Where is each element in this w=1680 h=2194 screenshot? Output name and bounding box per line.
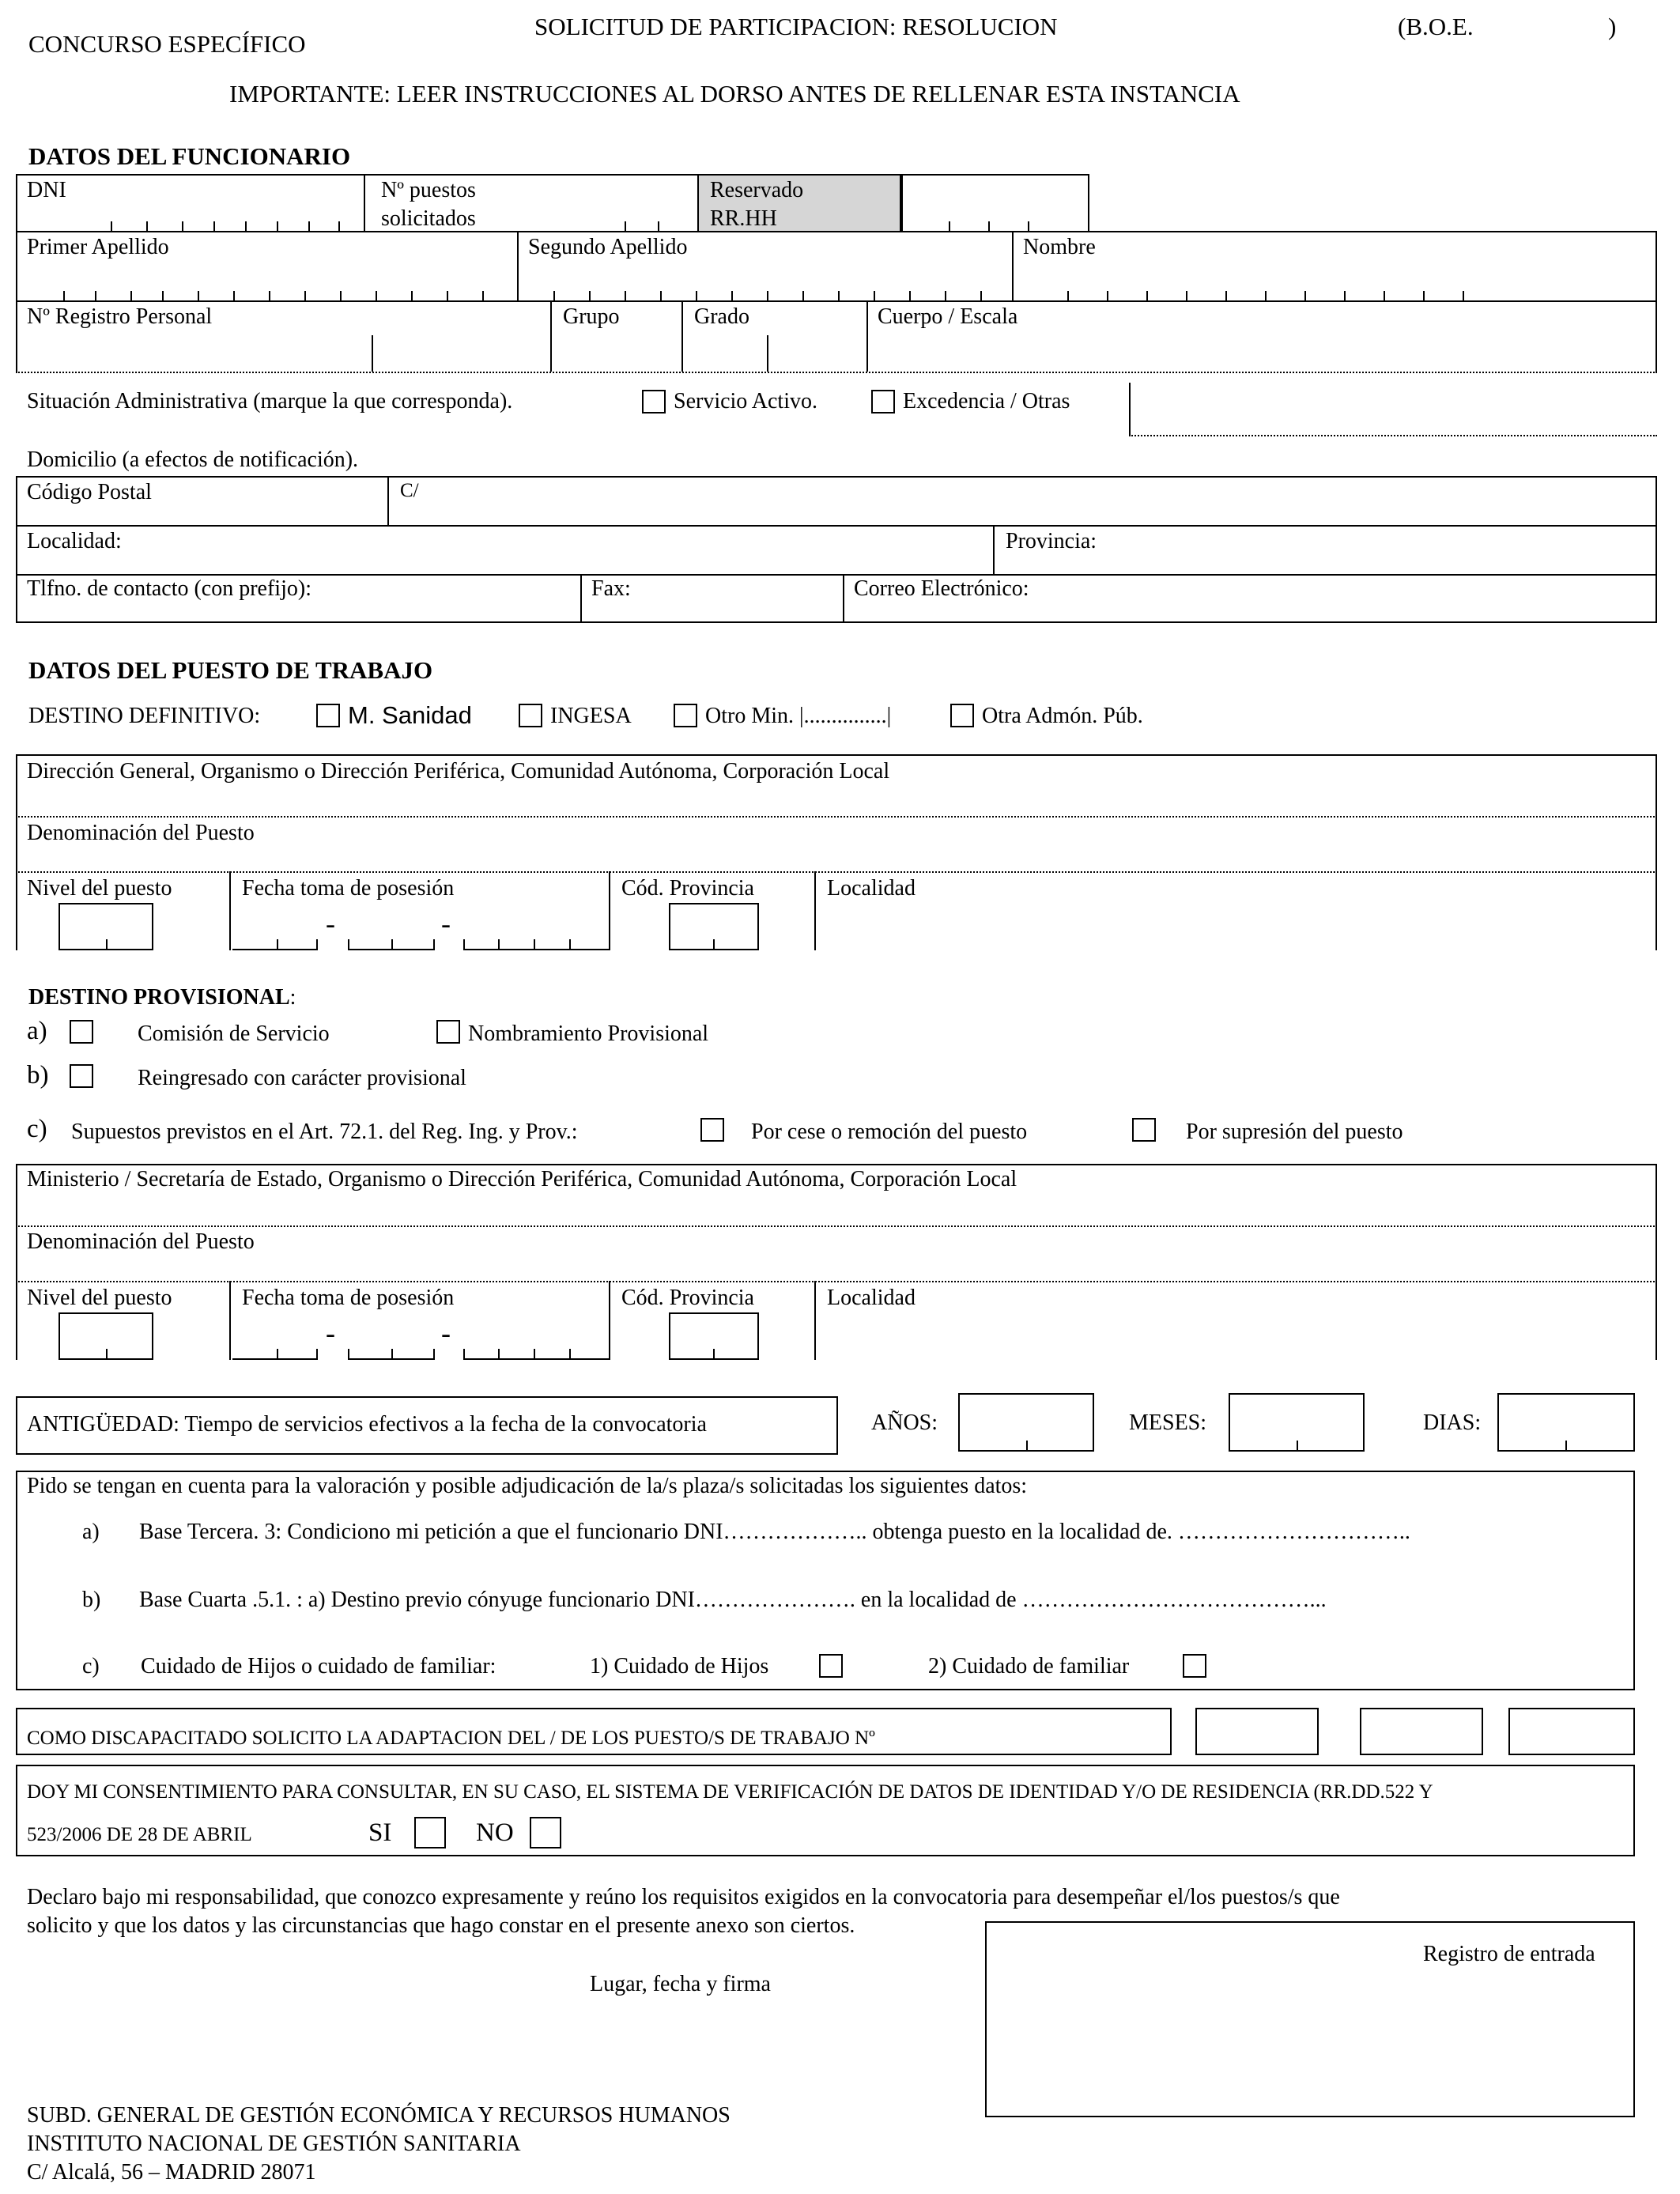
ingesa-checkbox[interactable]: [519, 704, 542, 727]
reingresado-checkbox[interactable]: [70, 1064, 93, 1088]
denominacion-prov-input[interactable]: [316, 1230, 1649, 1276]
otro-min-label: Otro Min. |...............|: [705, 704, 892, 728]
cuidado-hijos-label: 1) Cuidado de Hijos: [590, 1654, 769, 1679]
puesto-adaptacion-2[interactable]: [1360, 1708, 1483, 1755]
nombre-input[interactable]: [1025, 269, 1641, 297]
no-checkbox[interactable]: [530, 1817, 561, 1848]
fecha-prov-dash-2: -: [441, 1317, 451, 1349]
fecha-prov-input[interactable]: [232, 1312, 609, 1360]
provincia-label: Provincia:: [1006, 529, 1097, 553]
situacion-label: Situación Administrativa (marque la que corresponda).: [27, 389, 513, 413]
denominacion-label: Denominación del Puesto: [27, 821, 255, 845]
denominacion-prov-label: Denominación del Puesto: [27, 1229, 255, 1254]
consentimiento-line2: 523/2006 DE 28 DE ABRIL: [27, 1824, 252, 1845]
ingesa-label: INGESA: [550, 704, 632, 728]
domicilio-label: Domicilio (a efectos de notificación).: [27, 447, 359, 472]
calle-input[interactable]: [427, 481, 1648, 522]
cuidado-hijos-checkbox[interactable]: [819, 1654, 843, 1678]
opcion-a-label: a): [27, 1017, 47, 1045]
consentimiento-box: [16, 1765, 1635, 1856]
concurso-label: CONCURSO ESPECÍFICO: [28, 30, 306, 58]
fecha-prov-dash-1: -: [326, 1317, 335, 1349]
section-title-funcionario: DATOS DEL FUNCIONARIO: [28, 142, 351, 170]
segundo-apellido-label: Segundo Apellido: [528, 235, 688, 259]
declaracion-line2: solicito y que los datos y las circunstancias que hago constar en el presente anexo son ciertos.: [27, 1913, 855, 1938]
nivel-label: Nivel del puesto: [27, 876, 172, 901]
solicitud-title: SOLICITUD DE PARTICIPACION: RESOLUCION: [534, 13, 1058, 40]
por-cese-label: Por cese o remoción del puesto: [751, 1120, 1028, 1144]
localidad-label: Localidad:: [27, 529, 122, 553]
codigo-postal-label: Código Postal: [27, 480, 152, 504]
puestos-label-2: solicitados: [381, 206, 476, 231]
boe-close: ): [1608, 13, 1617, 40]
pido-a-label: a): [82, 1520, 100, 1544]
direccion-general-label: Dirección General, Organismo o Dirección Periférica, Comunidad Autónoma, Corporación Local: [27, 759, 890, 784]
localidad-prov-label: Localidad: [827, 1286, 916, 1310]
puestos-input[interactable]: [553, 207, 688, 232]
cod-provincia-prov-label: Cód. Provincia: [621, 1286, 754, 1310]
antiguedad-label: ANTIGÜEDAD: Tiempo de servicios efectivos a la fecha de la convocatoria: [27, 1412, 707, 1437]
fax-label: Fax:: [591, 576, 631, 601]
grupo-input[interactable]: [563, 335, 674, 367]
telefono-input[interactable]: [372, 579, 573, 618]
comision-label: Comisión de Servicio: [138, 1021, 330, 1046]
primer-apellido-label: Primer Apellido: [27, 235, 169, 259]
pido-intro: Pido se tengan en cuenta para la valoración y posible adjudicación de la/s plaza/s solicitadas los siguientes datos:: [27, 1474, 1028, 1498]
firma-area[interactable]: [237, 2000, 949, 2048]
primer-apellido-input[interactable]: [28, 269, 503, 297]
servicio-activo-checkbox[interactable]: [642, 390, 666, 413]
puesto-adaptacion-3[interactable]: [1508, 1708, 1635, 1755]
opcion-b-label: b): [27, 1061, 49, 1089]
reservado-label-2: RR.HH: [710, 206, 777, 231]
fax-input[interactable]: [648, 579, 834, 618]
excedencia-checkbox[interactable]: [871, 390, 895, 413]
grado-label: Grado: [694, 304, 749, 329]
otra-admon-checkbox[interactable]: [950, 704, 974, 727]
fecha-dash-2: -: [441, 908, 451, 939]
por-cese-checkbox[interactable]: [700, 1118, 724, 1142]
footer-line3: C/ Alcalá, 56 – MADRID 28071: [27, 2160, 316, 2185]
excedencia-otras-input[interactable]: [1135, 395, 1653, 432]
nombramiento-label: Nombramiento Provisional: [468, 1021, 709, 1046]
fecha-prov-label: Fecha toma de posesión: [242, 1286, 455, 1310]
si-checkbox[interactable]: [414, 1817, 446, 1848]
no-label: NO: [476, 1818, 514, 1847]
cuerpo-label: Cuerpo / Escala: [878, 304, 1018, 329]
dni-label: DNI: [27, 178, 66, 202]
sanidad-checkbox[interactable]: [316, 704, 340, 727]
ministerio-input[interactable]: [28, 1195, 1649, 1222]
registro-input[interactable]: [28, 335, 538, 367]
nivel-prov-label: Nivel del puesto: [27, 1286, 172, 1310]
registro-label: Nº Registro Personal: [27, 304, 213, 329]
si-label: SI: [368, 1818, 392, 1847]
section-title-puesto: DATOS DEL PUESTO DE TRABAJO: [28, 656, 433, 684]
puesto-adaptacion-1[interactable]: [1195, 1708, 1319, 1755]
opcion-c-label: c): [27, 1115, 47, 1143]
fecha-dash-1: -: [326, 908, 335, 939]
correo-input[interactable]: [1075, 579, 1648, 618]
anos-label: AÑOS:: [871, 1410, 938, 1435]
telefono-label: Tlfno. de contacto (con prefijo):: [27, 576, 311, 601]
correo-label: Correo Electrónico:: [854, 576, 1029, 601]
nombre-label: Nombre: [1023, 235, 1096, 259]
registro-entrada-label: Registro de entrada: [1423, 1942, 1595, 1966]
grado-input[interactable]: [694, 335, 856, 367]
dias-label: DIAS:: [1423, 1410, 1482, 1435]
localidad-input[interactable]: [142, 530, 980, 569]
calle-label: C/: [400, 480, 419, 501]
reservado-label-1: Reservado: [710, 178, 804, 202]
nombramiento-checkbox[interactable]: [436, 1020, 460, 1044]
direccion-general-input[interactable]: [28, 787, 1649, 814]
localidad-prov-input[interactable]: [822, 1316, 1652, 1358]
reingresado-label: Reingresado con carácter provisional: [138, 1066, 466, 1090]
puestos-label-1: Nº puestos: [381, 178, 476, 202]
cod-provincia-label: Cód. Provincia: [621, 876, 754, 901]
pido-c-label: c): [82, 1654, 100, 1679]
denominacion-input[interactable]: [316, 822, 1649, 867]
grupo-label: Grupo: [563, 304, 620, 329]
comision-checkbox[interactable]: [70, 1020, 93, 1044]
segundo-apellido-input[interactable]: [530, 269, 1001, 297]
ministerio-label: Ministerio / Secretaría de Estado, Organismo o Dirección Periférica, Comunidad Autónoma, Corporación Local: [27, 1167, 1017, 1191]
consentimiento-line1: DOY MI CONSENTIMIENTO PARA CONSULTAR, EN SU CASO, EL SISTEMA DE VERIFICACIÓN DE DATOS DE IDENTIDAD Y/O DE RESIDENCIA (RR.DD.522 Y: [27, 1781, 1433, 1803]
sanidad-label: M. Sanidad: [348, 701, 472, 729]
pido-b-label: b): [82, 1588, 101, 1612]
cuidado-familiar-checkbox[interactable]: [1183, 1654, 1206, 1678]
servicio-activo-label: Servicio Activo.: [674, 389, 817, 413]
discapacitado-label: COMO DISCAPACITADO SOLICITO LA ADAPTACION DEL / DE LOS PUESTO/S DE TRABAJO Nº: [27, 1728, 875, 1749]
fecha-label: Fecha toma de posesión: [242, 876, 455, 901]
lugar-fecha-firma: Lugar, fecha y firma: [590, 1972, 771, 1996]
importante-note: IMPORTANTE: LEER INSTRUCCIONES AL DORSO ANTES DE RELLENAR ESTA INSTANCIA: [229, 80, 1240, 108]
codigo-postal-input[interactable]: [28, 506, 376, 523]
pido-a-text: Base Tercera. 3: Condiciono mi petición a que el funcionario DNI……………….. obtenga puesto en la localidad de. …………………………..: [139, 1520, 1410, 1544]
dni-input[interactable]: [28, 207, 353, 232]
cuerpo-input[interactable]: [878, 335, 1648, 367]
cuidado-familiar-label: 2) Cuidado de familiar: [928, 1654, 1130, 1679]
por-supresion-checkbox[interactable]: [1132, 1118, 1156, 1142]
otra-admon-label: Otra Admón. Púb.: [982, 704, 1143, 728]
declaracion-line1: Declaro bajo mi responsabilidad, que conozco expresamente y reúno los requisitos exigidos en la convocatoria para desempeñar el/los puestos/s que: [27, 1885, 1340, 1909]
destino-provisional-title: DESTINO PROVISIONAL:: [28, 985, 296, 1010]
boe-open: (B.O.E.: [1398, 13, 1474, 40]
fecha-input[interactable]: [232, 903, 609, 950]
pido-c-text: Cuidado de Hijos o cuidado de familiar:: [141, 1654, 496, 1679]
provincia-input[interactable]: [1123, 530, 1648, 569]
excedencia-label: Excedencia / Otras: [903, 389, 1070, 413]
footer-line1: SUBD. GENERAL DE GESTIÓN ECONÓMICA Y RECURSOS HUMANOS: [27, 2103, 731, 2128]
pido-b-text: Base Cuarta .5.1. : a) Destino previo cónyuge funcionario DNI…………………. en la localidad de …………………………………...: [139, 1588, 1327, 1612]
destino-definitivo-label: DESTINO DEFINITIVO:: [28, 704, 261, 728]
localidad-puesto-input[interactable]: [822, 906, 1652, 949]
localidad-puesto-label: Localidad: [827, 876, 916, 901]
por-supresion-label: Por supresión del puesto: [1186, 1120, 1403, 1144]
footer-line2: INSTITUTO NACIONAL DE GESTIÓN SANITARIA: [27, 2132, 521, 2156]
otro-min-checkbox[interactable]: [674, 704, 697, 727]
supuestos-label: Supuestos previstos en el Art. 72.1. del Reg. Ing. y Prov.:: [71, 1120, 578, 1144]
meses-label: MESES:: [1129, 1410, 1207, 1435]
